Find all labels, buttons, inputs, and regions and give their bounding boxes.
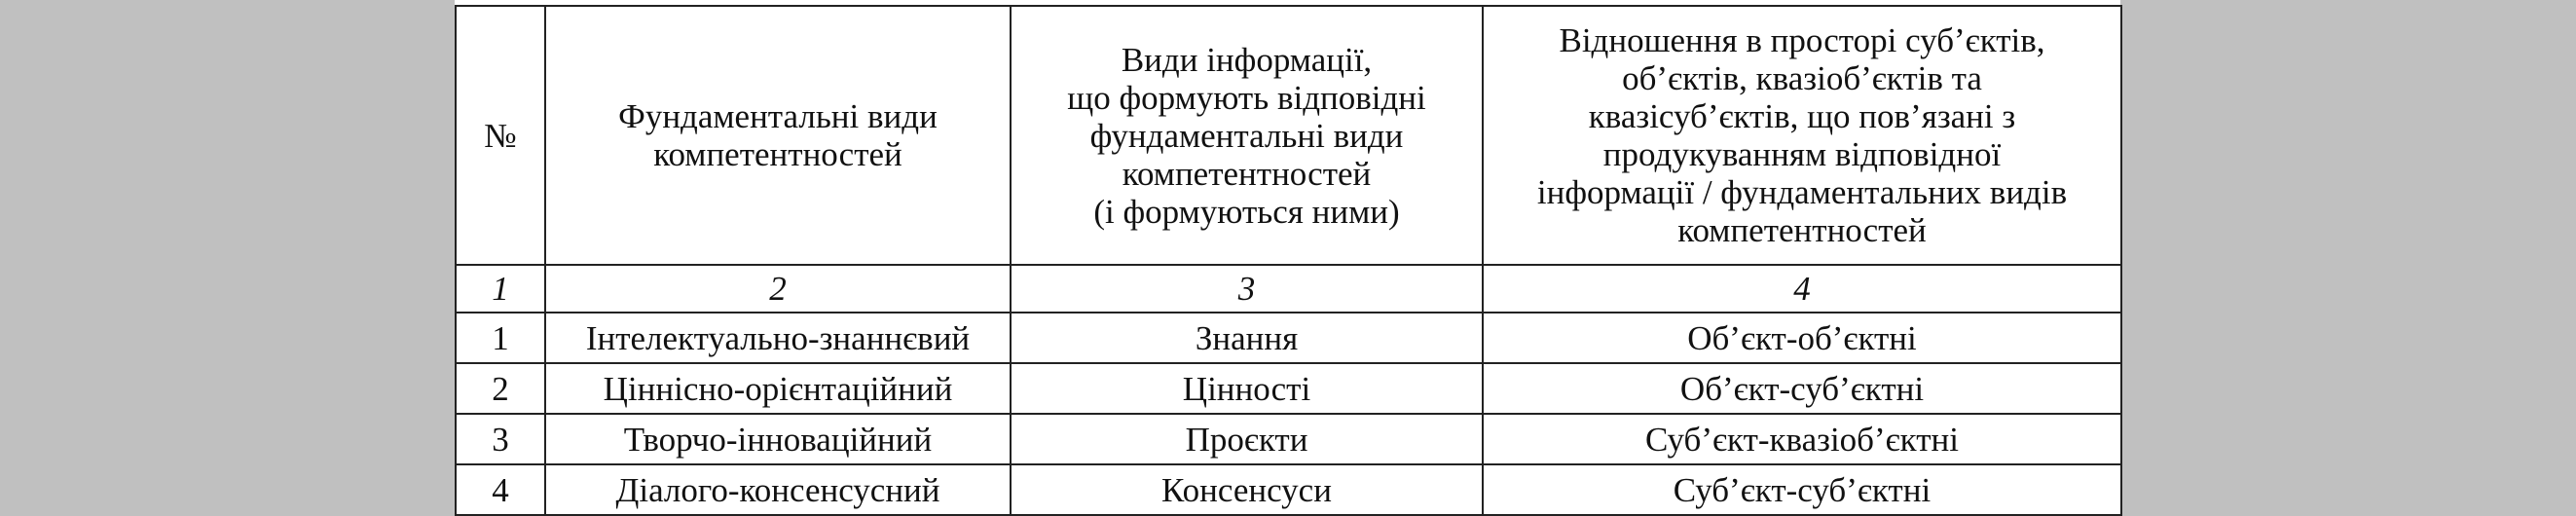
- row-number: 4: [456, 464, 545, 515]
- relation-type: Об’єкт-суб’єктні: [1483, 363, 2121, 414]
- header-competency-types: Фундаментальні види компетентностей: [545, 6, 1011, 265]
- information-type: Знання: [1011, 313, 1483, 363]
- row-number: 3: [456, 414, 545, 464]
- column-number: 1: [456, 265, 545, 313]
- row-number: 2: [456, 363, 545, 414]
- competency-type: Творчо-інноваційний: [545, 414, 1011, 464]
- competency-type: Інтелектуально-знаннєвий: [545, 313, 1011, 363]
- table-header-row: [456, 6, 2121, 265]
- row-number: 1: [456, 313, 545, 363]
- header-information-types: Види інформації, що формують відповідні фундаментальні види компетентностей (і формуються ними): [1011, 6, 1483, 265]
- table-row: [456, 464, 2121, 515]
- competency-type: Діалого-консенсусний: [545, 464, 1011, 515]
- competency-type: Ціннісно-орієнтаційний: [545, 363, 1011, 414]
- document-page: [455, 0, 2120, 516]
- relation-type: Об’єкт-об’єктні: [1483, 313, 2121, 363]
- information-type: Цінності: [1011, 363, 1483, 414]
- column-number: 2: [545, 265, 1011, 313]
- column-number: 4: [1483, 265, 2121, 313]
- header-number: №: [456, 6, 545, 265]
- table-row: [456, 363, 2121, 414]
- competencies-table: [455, 5, 2122, 516]
- table-row: [456, 414, 2121, 464]
- relation-type: Суб’єкт-квазіоб’єктні: [1483, 414, 2121, 464]
- relation-type: Суб’єкт-суб’єктні: [1483, 464, 2121, 515]
- table-row: [456, 313, 2121, 363]
- header-relations: Відношення в просторі суб’єктів, об’єктів, квазіоб’єктів та квазісуб’єктів, що пов’язані з продукуванням відповідної інформації / фундаментальних видів компетентностей: [1483, 6, 2121, 265]
- information-type: Проєкти: [1011, 414, 1483, 464]
- column-numbering-row: [456, 265, 2121, 313]
- information-type: Консенсуси: [1011, 464, 1483, 515]
- column-number: 3: [1011, 265, 1483, 313]
